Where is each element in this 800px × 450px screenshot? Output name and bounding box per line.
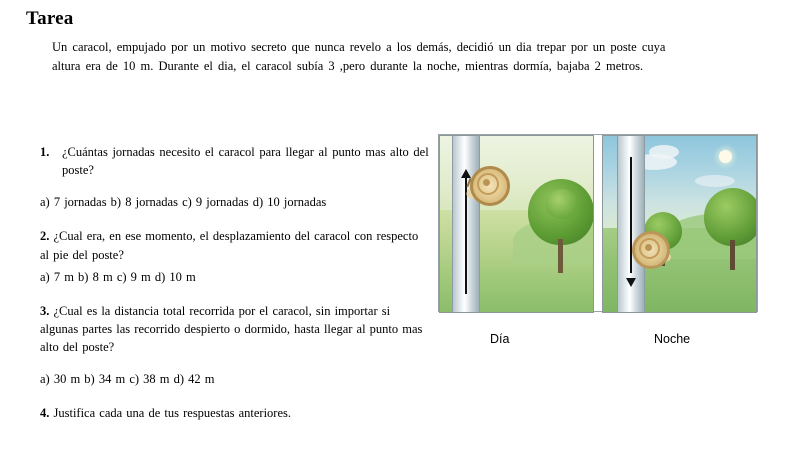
question-2-text: ¿Cual era, en ese momento, el desplazamiento del caracol con respecto al pie del poste? bbox=[40, 229, 419, 262]
tree-crown-top bbox=[545, 189, 579, 219]
caption-day: Día bbox=[490, 332, 510, 346]
question-2 bbox=[40, 227, 430, 263]
tree-trunk bbox=[558, 239, 563, 273]
problem-statement: Un caracol, empujado por un motivo secreto que nunca revelo a los demás, decidió un dia trepar por un poste cuya altura era de 10 m. Durante el dia, el caracol subía 3 ,pero durante la noche, mientras dormía, bajaba 2 metros. bbox=[52, 40, 666, 74]
question-4 bbox=[40, 404, 430, 422]
figure-captions bbox=[438, 332, 756, 350]
question-4-number: 4. bbox=[40, 406, 50, 421]
questions-list bbox=[40, 143, 430, 426]
snail-shell-core bbox=[483, 179, 490, 186]
question-2-options: a) 7 m b) 8 m c) 9 m d) 10 m bbox=[40, 269, 196, 284]
question-1-number: 1. bbox=[40, 145, 50, 159]
day-panel bbox=[439, 135, 594, 313]
day-tree-icon bbox=[523, 177, 594, 273]
day-snail-icon bbox=[466, 162, 512, 206]
question-3-options: a) 30 m b) 34 m c) 38 m d) 42 m bbox=[40, 372, 215, 387]
moon-icon bbox=[719, 150, 732, 163]
question-1 bbox=[40, 143, 430, 179]
illustration-panels bbox=[438, 134, 758, 312]
question-3-text: ¿Cual es la distancia total recorrida por el caracol, sin importar si algunas partes las recorrido despierto o dormido, hasta llegar al punto mas alto del poste? bbox=[40, 303, 423, 354]
night-tree-big-icon bbox=[698, 182, 757, 270]
question-3 bbox=[40, 302, 430, 356]
snail-illustration bbox=[438, 134, 756, 350]
night-pole bbox=[617, 136, 645, 312]
night-snail-icon bbox=[629, 228, 671, 268]
page-title: Tarea bbox=[26, 8, 74, 29]
question-4-text: Justifica cada una de tus respuestas anteriores. bbox=[53, 406, 292, 421]
night-panel bbox=[602, 135, 757, 313]
caption-night: Noche bbox=[654, 332, 691, 346]
arrow-down-head-icon bbox=[626, 278, 636, 287]
cloud-icon bbox=[649, 145, 679, 159]
tree-crown bbox=[704, 188, 757, 246]
tree-trunk bbox=[730, 240, 735, 270]
snail-shell-core bbox=[645, 244, 652, 251]
question-1-text: ¿Cuántas jornadas necesito el caracol para llegar al punto mas alto del poste? bbox=[62, 145, 429, 178]
question-3-number: 3. bbox=[40, 303, 50, 318]
question-1-options: a) 7 jornadas b) 8 jornadas c) 9 jornadas d) 10 jornadas bbox=[40, 195, 327, 210]
question-2-number: 2. bbox=[40, 229, 50, 244]
